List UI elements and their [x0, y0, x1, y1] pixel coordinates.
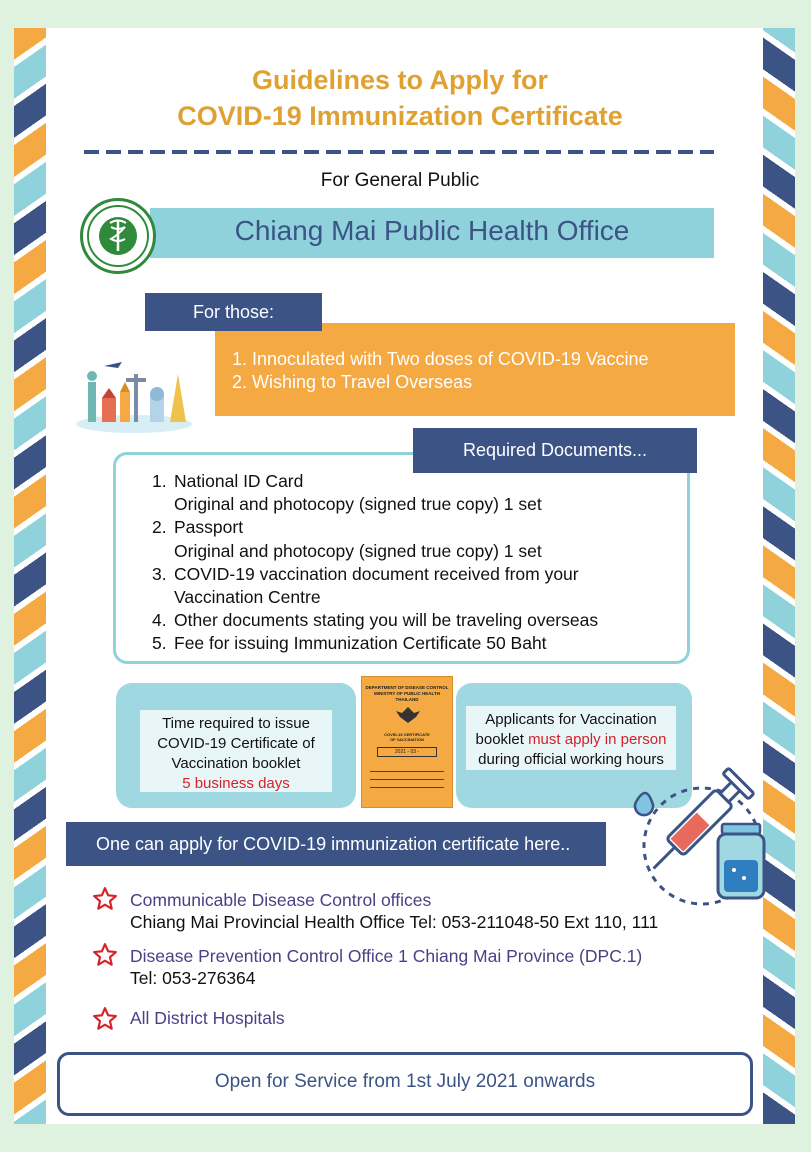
document-title: Fee for issuing Immunization Certificate 50 Baht [174, 633, 547, 654]
apply-text: booklet [475, 731, 529, 748]
eligibility-list [232, 348, 649, 394]
page-title-line1: Guidelines to Apply for [251, 65, 548, 95]
document-title: COVID-19 vaccination document received from your [174, 563, 579, 584]
processing-time-text: COVID-19 Certificate of [157, 735, 315, 752]
document-title: Passport [174, 517, 244, 538]
eligibility-item: 2. Wishing to Travel Overseas [232, 372, 473, 392]
processing-time-text: Time required to issue [162, 715, 310, 732]
documents-label: Required Documents... [413, 428, 697, 473]
airmail-border-left [14, 28, 46, 1124]
location-item [130, 1007, 285, 1029]
document-item [152, 563, 672, 609]
vaccination-booklet-image [361, 676, 453, 808]
eligibility-item: 1. Innoculated with Two doses of COVID-19 Vaccine [232, 349, 649, 369]
booklet-country: THAILAND [395, 697, 419, 702]
document-number: 3. [152, 563, 167, 584]
location-detail: Tel: 053-276364 [130, 968, 256, 988]
location-item [130, 889, 658, 933]
eligibility-label: For those: [145, 293, 322, 331]
document-detail: Vaccination Centre [174, 587, 321, 608]
document-detail: Original and photocopy (signed true copy) 1 set [174, 494, 542, 515]
star-bullet-icon [92, 886, 118, 912]
booklet-cert-title: COVID-19 CERTIFICATE [384, 732, 430, 737]
booklet-dept: DEPARTMENT OF DISEASE CONTROL [365, 685, 449, 690]
office-name: Chiang Mai Public Health Office [234, 215, 630, 246]
document-item [152, 632, 672, 655]
location-name: All District Hospitals [130, 1008, 285, 1028]
documents-list [152, 470, 672, 656]
document-title: National ID Card [174, 471, 304, 491]
booklet-cert-subtitle: OF VACCINATION [390, 737, 424, 742]
document-title: Other documents stating you will be traveling overseas [174, 610, 599, 631]
document-detail: Original and photocopy (signed true copy) 1 set [174, 540, 542, 561]
ministry-logo [80, 198, 156, 274]
apply-location-banner: One can apply for COVID-19 immunization certificate here.. [66, 822, 606, 866]
airmail-border-right [763, 28, 795, 1124]
star-bullet-icon [92, 942, 118, 968]
processing-time-panel [140, 710, 332, 792]
location-item [130, 945, 642, 989]
apply-text: during official working hours [478, 751, 664, 768]
document-number: 5. [152, 633, 167, 654]
garuda-emblem-icon [362, 703, 454, 727]
dashed-divider [84, 150, 714, 154]
service-start-text: Open for Service from 1st July 2021 onwards [214, 1071, 596, 1092]
location-detail: Chiang Mai Provincial Health Office Tel: 053-211048-50 Ext 110, 111 [130, 912, 659, 932]
processing-days: 5 business days [182, 775, 290, 792]
vaccine-syringe-illustration [626, 756, 766, 906]
document-number: 1. [152, 471, 167, 491]
document-item [152, 470, 672, 516]
apply-highlight: must apply in person [528, 731, 667, 748]
booklet-serial: 2021 - 03 - [377, 747, 437, 757]
document-number: 4. [152, 610, 167, 631]
apply-text: Applicants for Vaccination [485, 711, 657, 728]
location-name: Communicable Disease Control offices [130, 890, 432, 910]
travel-landmarks-illustration [74, 352, 196, 434]
location-name: Disease Prevention Control Office 1 Chiang Mai Province (DPC.1) [130, 946, 643, 966]
star-bullet-icon [92, 1006, 118, 1032]
document-number: 2. [152, 517, 167, 538]
processing-time-text: Vaccination booklet [171, 755, 301, 772]
document-item [152, 609, 672, 632]
subtitle: For General Public [320, 170, 480, 191]
document-item [152, 516, 672, 562]
page-title-line2: COVID-19 Immunization Certificate [177, 101, 623, 131]
booklet-ministry: MINISTRY OF PUBLIC HEALTH [374, 691, 440, 696]
